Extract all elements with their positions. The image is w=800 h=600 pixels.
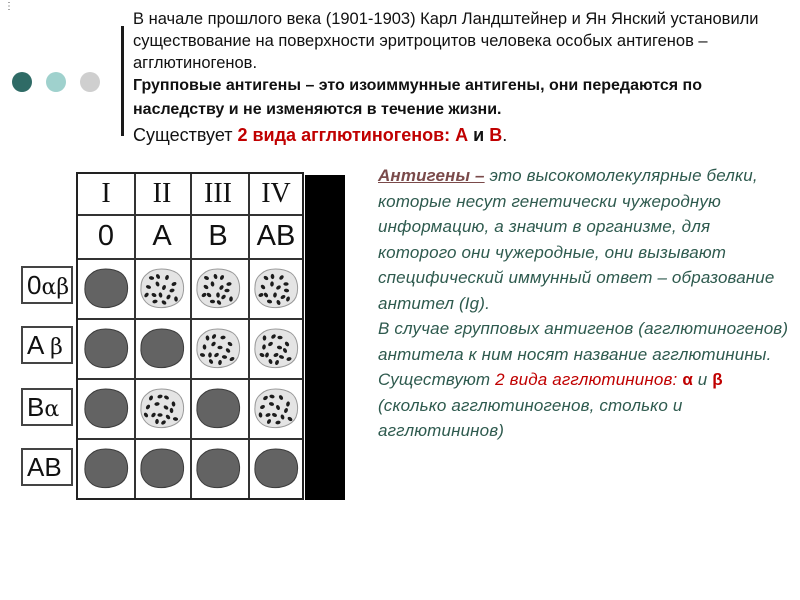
grid-line <box>78 438 302 440</box>
agglutination-table <box>76 172 304 500</box>
p3-b: В <box>489 125 503 145</box>
row-label <box>21 326 73 364</box>
explanation-heading: Антигены – <box>378 166 485 185</box>
p3-and: и <box>468 125 490 145</box>
row-label-group: B <box>27 392 45 422</box>
body3-and: и <box>692 370 713 389</box>
body3-prefix: Существуют <box>378 370 496 389</box>
row-label-agglutinins: αβ <box>41 275 70 300</box>
decor-dot-light <box>46 72 66 92</box>
decorative-dots <box>12 72 104 94</box>
blood-drop-no-agglutination <box>251 445 301 491</box>
column-header-group: 0 <box>97 220 115 252</box>
blood-drop-agglutinated <box>251 265 301 311</box>
body3-end: (сколько агглютиногенов, столько и агглютининов) <box>378 395 683 440</box>
row-label-group: 0 <box>27 270 42 300</box>
explanation-p1 <box>378 163 793 316</box>
blood-drop-agglutinated <box>251 325 301 371</box>
title-divider <box>121 26 124 136</box>
grid-line <box>78 378 302 380</box>
p3-prefix: Существует <box>133 125 238 145</box>
blood-drop-agglutinated <box>137 265 187 311</box>
black-bar <box>305 175 345 500</box>
blood-drop-no-agglutination <box>81 325 131 371</box>
blood-drop-no-agglutination <box>81 385 131 431</box>
blood-drop-agglutinated <box>251 385 301 431</box>
antigens-explanation <box>378 163 793 444</box>
beta-symbol: β <box>712 370 723 389</box>
intro-paragraph: В начале прошлого века (1901-1903) Карл Ландштейнер и Ян Янский установили существование на поверхности эритроцитов человека особых антигенов – агглютиногенов. <box>133 10 759 72</box>
blood-drop-no-agglutination <box>81 265 131 311</box>
column-header-group: A <box>152 220 172 252</box>
blood-drop-agglutinated <box>193 265 243 311</box>
column-header-group: AB <box>256 220 296 252</box>
grid-line <box>78 214 302 216</box>
blood-drop-no-agglutination <box>81 445 131 491</box>
blood-drop-agglutinated <box>137 385 187 431</box>
alpha-symbol: α <box>682 370 693 389</box>
intro-text <box>133 8 793 148</box>
blood-drop-no-agglutination <box>137 325 187 371</box>
body3-highlight: 2 вида агглютининов: <box>495 370 678 389</box>
agglutinogen-types <box>133 122 793 148</box>
grid-line <box>78 318 302 320</box>
row-label <box>21 388 73 426</box>
group-antigens-definition: Групповые антигены – это изоиммунные антигены, они передаются по наследству и не изменяются в течение жизни. <box>133 77 702 118</box>
row-label-group: AB <box>27 452 62 482</box>
p3-end: . <box>502 125 508 145</box>
explanation-p3 <box>378 367 793 444</box>
decor-dot-gray <box>80 72 100 92</box>
explanation-body2: В случае групповых антигенов (агглютиногенов) антитела к ним носят название агглютинины. <box>378 319 789 364</box>
blood-drop-no-agglutination <box>193 385 243 431</box>
column-header-group: B <box>208 220 228 252</box>
row-label-agglutinins: β <box>50 335 63 360</box>
explanation-body1: это высокомолекулярные белки, которые несут генетически чужеродную информацию, а значит в организме, для которого они чужеродные, они вызывают специфический иммунный ответ – образование антител (Ig). <box>378 166 775 313</box>
row-label <box>21 448 73 486</box>
decor-dot-dark <box>12 72 32 92</box>
grid-line <box>78 258 302 260</box>
row-label-agglutinins: α <box>44 397 60 422</box>
blood-drop-agglutinated <box>193 325 243 371</box>
row-label-group: A <box>27 330 51 360</box>
blood-drop-no-agglutination <box>137 445 187 491</box>
corner-mark: ⋮ <box>4 1 14 12</box>
column-header-roman: III <box>204 178 232 209</box>
column-header-roman: IV <box>261 178 291 209</box>
column-header-roman: II <box>152 178 172 209</box>
row-label <box>21 266 73 304</box>
p3-highlight: 2 вида агглютиногенов: А <box>237 125 469 145</box>
column-header-roman: I <box>101 178 111 209</box>
blood-drop-no-agglutination <box>193 445 243 491</box>
